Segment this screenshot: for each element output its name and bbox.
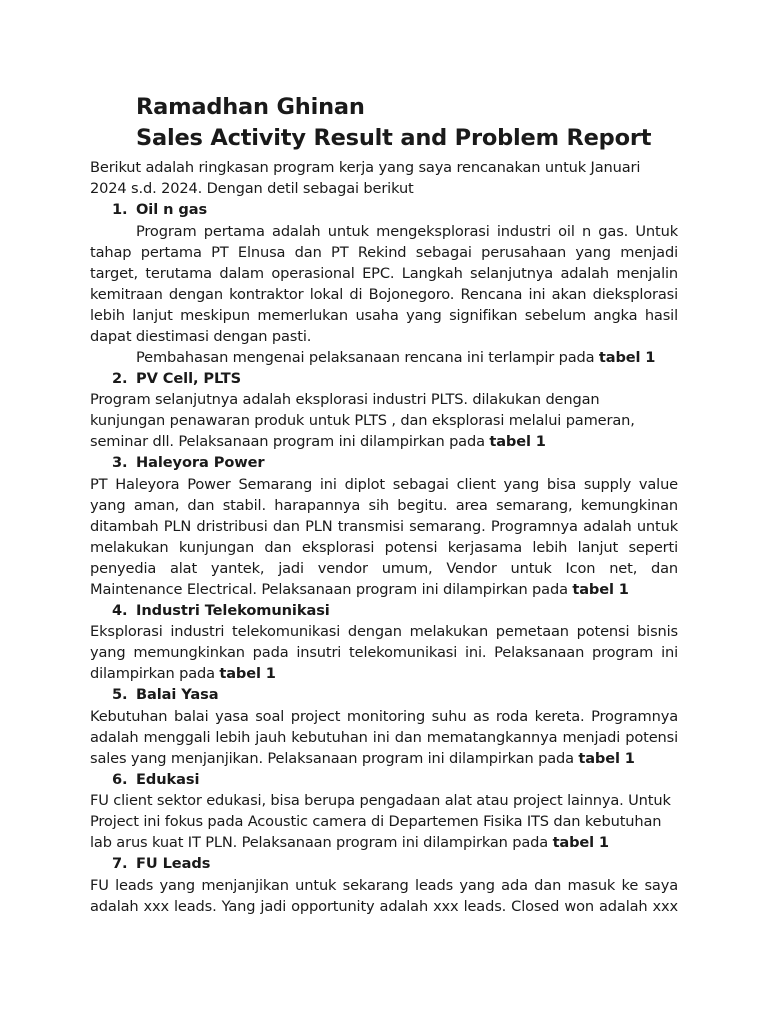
table-reference: tabel 1 xyxy=(552,834,609,851)
section-number: 2. xyxy=(112,369,128,387)
section-paragraph xyxy=(90,706,678,769)
paragraph-text: PT Haleyora Power Semarang ini diplot sebagai client yang bisa supply value yang aman, dan stabil. harapannya sih begitu. area semarang, kemungkinan ditambah PLN dristribusi dan PLN transmisi semarang. Programnya adalah untuk melakukan kunjungan dan eksplorasi potensi kerjasama lebih lanjut seperti penyedia alat yantek, jadi vendor umum, Vendor untuk Icon net, dan Maintenance Electrical. Pelaksanaan program ini dilampirkan pada xyxy=(90,475,678,598)
paragraph-text: Eksplorasi industri telekomunikasi dengan melakukan pemetaan potensi bisnis yang memungkinkan pada insutri telekomunikasi ini. Pelaksanaan program ini dilampirkan pada xyxy=(90,623,678,682)
document-header xyxy=(90,92,678,154)
section-number: 1. xyxy=(112,201,128,218)
paragraph-text: FU client sektor edukasi, bisa berupa pengadaan alat atau project lainnya. Untuk Project ini fokus pada Acoustic camera di Departemen Fisika ITS dan kebutuhan lab arus kuat IT PLN. Pelaksanaan program ini dilampirkan pada xyxy=(90,792,671,851)
section-title: Balai Yasa xyxy=(136,686,219,703)
section-paragraph xyxy=(90,790,678,853)
section-heading-edukasi xyxy=(90,769,678,791)
section-heading-balai-yasa xyxy=(90,684,678,706)
section-paragraph: Program pertama adalah untuk mengeksplorasi industri oil n gas. Untuk tahap pertama PT Elnusa dan PT Rekind sebagai perusahaan yang menjadi target, terutama dalam operasional EPC. Langkah selanjutnya adalah menjalin kemitraan dengan kontraktor lokal di Bojonegoro. Rencana ini akan dieksplorasi lebih lanjut meskipun memerlukan usaha yang signifikan sebelum angka hasil dapat diestimasi dengan pasti. xyxy=(90,222,678,345)
section-heading-pv-cell xyxy=(90,368,678,390)
table-reference: tabel 1 xyxy=(598,348,656,366)
author-name: Ramadhan Ghinan xyxy=(136,94,365,120)
section-paragraph xyxy=(90,621,678,684)
table-reference: tabel 1 xyxy=(578,749,635,767)
section-number: 7. xyxy=(112,855,128,872)
section-title: FU Leads xyxy=(136,855,211,872)
table-reference: tabel 1 xyxy=(489,433,546,450)
section-number: 6. xyxy=(112,770,128,788)
section-number: 5. xyxy=(112,686,128,703)
paragraph-text: Program selanjutnya adalah eksplorasi industri PLTS. dilakukan dengan kunjungan penawaran produk untuk PLTS , dan eksplorasi melalui pameran, seminar dll. Pelaksanaan program ini dilampirkan pada xyxy=(90,391,635,450)
section-title: Edukasi xyxy=(136,770,200,788)
section-title: PV Cell, PLTS xyxy=(136,369,242,387)
closing-text: Pembahasan mengenai pelaksanaan rencana ini terlampir pada xyxy=(136,348,599,366)
section-heading-haleyora-power xyxy=(90,452,678,474)
section-heading-oil-n-gas xyxy=(90,199,678,221)
section-closing xyxy=(90,347,678,368)
section-number: 4. xyxy=(112,601,128,619)
section-title: Industri Telekomunikasi xyxy=(136,601,330,619)
section-number: 3. xyxy=(112,454,128,471)
intro-paragraph: Berikut adalah ringkasan program kerja yang saya rencanakan untuk Januari 2024 s.d. 2024. Dengan detil sebagai berikut xyxy=(90,159,641,197)
table-reference: tabel 1 xyxy=(572,580,629,598)
section-paragraph xyxy=(90,474,678,600)
table-reference: tabel 1 xyxy=(219,665,276,682)
section-heading-fu-leads xyxy=(90,853,678,875)
section-heading-industri-telekomunikasi xyxy=(90,600,678,622)
section-paragraph: FU leads yang menjanjikan untuk sekarang leads yang ada dan masuk ke saya adalah xxx leads. Yang jadi opportunity adalah xxx leads. Closed won adalah xxx xyxy=(90,876,678,915)
section-title: Haleyora Power xyxy=(136,454,265,471)
document-title: Sales Activity Result and Problem Report xyxy=(136,125,652,151)
section-paragraph xyxy=(90,389,678,452)
paragraph-text: Kebutuhan balai yasa soal project monitoring suhu as roda kereta. Programnya adalah menggali lebih jauh kebutuhan ini dan mematangkannya menjadi potensi sales yang menjanjikan. Pelaksanaan program ini dilampirkan pada xyxy=(90,707,678,767)
section-title: Oil n gas xyxy=(136,201,208,218)
document-page xyxy=(90,92,678,917)
